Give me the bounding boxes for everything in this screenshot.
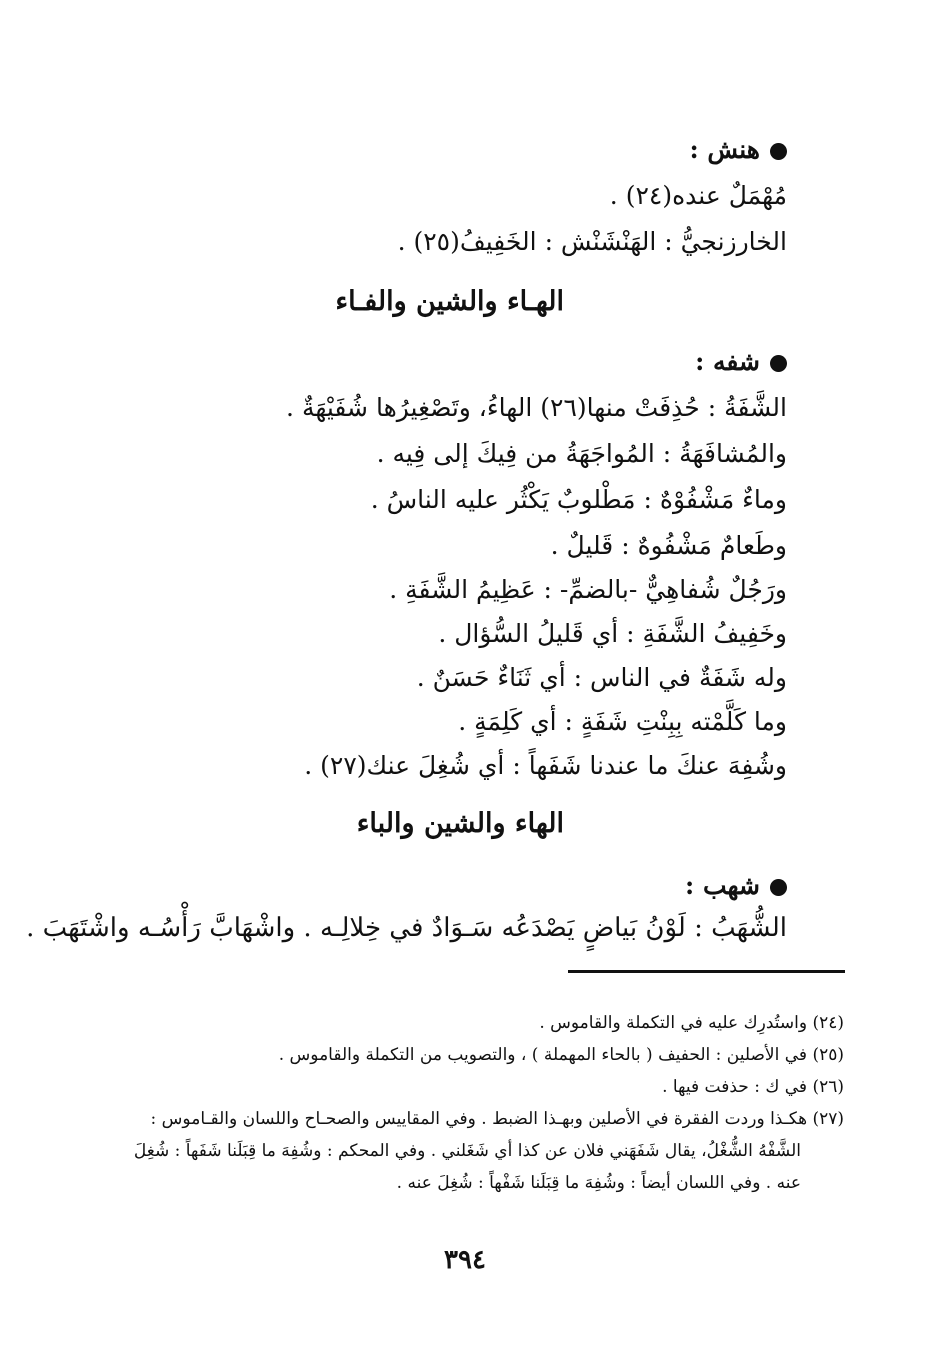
entry-head-shfh	[695, 342, 787, 382]
text-line: وطَعامٌ مَشْفُوهٌ : قَليلٌ .	[550, 531, 787, 560]
footnote: (٢٦) في ك : حذفت فيها .	[662, 1077, 844, 1097]
footnote: (٢٧) هكـذا وردت الفقرة في الأصلين وبهـذا الضبط . وفي المقاييس والصحـاح واللسان والقـاموس :	[150, 1109, 844, 1129]
entry-head-text: شفه :	[695, 347, 760, 376]
entry-head-shhb	[685, 866, 787, 906]
page-number: ٣٩٤	[444, 1245, 486, 1275]
entry-head-hns	[689, 130, 787, 170]
text-line: وخَفِيفُ الشَّفَةِ : أي قَليلُ السُّؤال .	[438, 619, 787, 648]
footnote-continuation: عنه . وفي اللسان أيضاً : وشُفِهَ ما قِبَلَنا شَفْهاً : شُغِلَ عنه .	[396, 1173, 801, 1193]
bullet-icon	[770, 879, 787, 896]
text-line: والمُشافَهَةُ : المُواجَهَةُ من فِيكَ إلى فِيه .	[376, 439, 787, 468]
text-line: وله شَفَةٌ في الناس : أي ثَنَاءٌ حَسَنٌ .	[416, 663, 787, 692]
footnote-rule	[568, 970, 845, 973]
text-line: الشُّهَبُ : لَوْنُ بَياضٍ يَصْدَعُه سَـوَادٌ في خِلالِـه . واشْهَابَّ رَأْسُـه واشْتَهَبَ .	[26, 913, 787, 943]
section-title: الهاء والشين والباء	[356, 808, 564, 839]
text-line: وشُفِهَ عنكَ ما عندنا شَفَهاً : أي شُغِلَ عنك(٢٧) .	[304, 751, 787, 780]
footnote: (٢٤) واستُدرِك عليه في التكملة والقاموس .	[539, 1013, 844, 1033]
footnote-continuation: الشَّفْهُ الشُّغْلُ، يقال شَفَهَني فلان عن كذا أي شَغَلني . وفي المحكم : وشُفِهَ ما قِبَلَنا شَفَهاً : شُغِلَ	[133, 1141, 801, 1161]
footnote: (٢٥) في الأصلين : الحفيف ( بالحاء المهملة ) ، والتصويب من التكملة والقاموس .	[278, 1045, 844, 1065]
text-line: وماءٌ مَشْفُوْهٌ : مَطْلوبٌ يَكْثُر عليه الناسُ .	[370, 485, 787, 514]
entry-head-text: شهب :	[685, 871, 760, 900]
text-line: الشَّفَةُ : حُذِفَتْ منها(٢٦) الهاءُ، وتَصْغِيرُها شُفَيْهَةٌ .	[286, 393, 787, 422]
text-line: ورَجُلٌ شُفاهِيٌّ -بالضمِّ- : عَظِيمُ الشَّفَةِ .	[389, 575, 787, 604]
section-title: الهـاء والشين والفـاء	[335, 286, 564, 317]
text-line: مُهْمَلٌ عنده(٢٤) .	[609, 181, 787, 210]
bullet-icon	[770, 143, 787, 160]
text-line: وما كَلَّمْته بِبِنْتِ شَفَةٍ : أي كَلِمَةٍ .	[458, 707, 787, 736]
text-line: الخارزنجيُّ : الهَنْشَنْش : الخَفِيفُ(٢٥) .	[397, 227, 787, 256]
entry-head-text: هنش :	[689, 135, 760, 164]
bullet-icon	[770, 355, 787, 372]
